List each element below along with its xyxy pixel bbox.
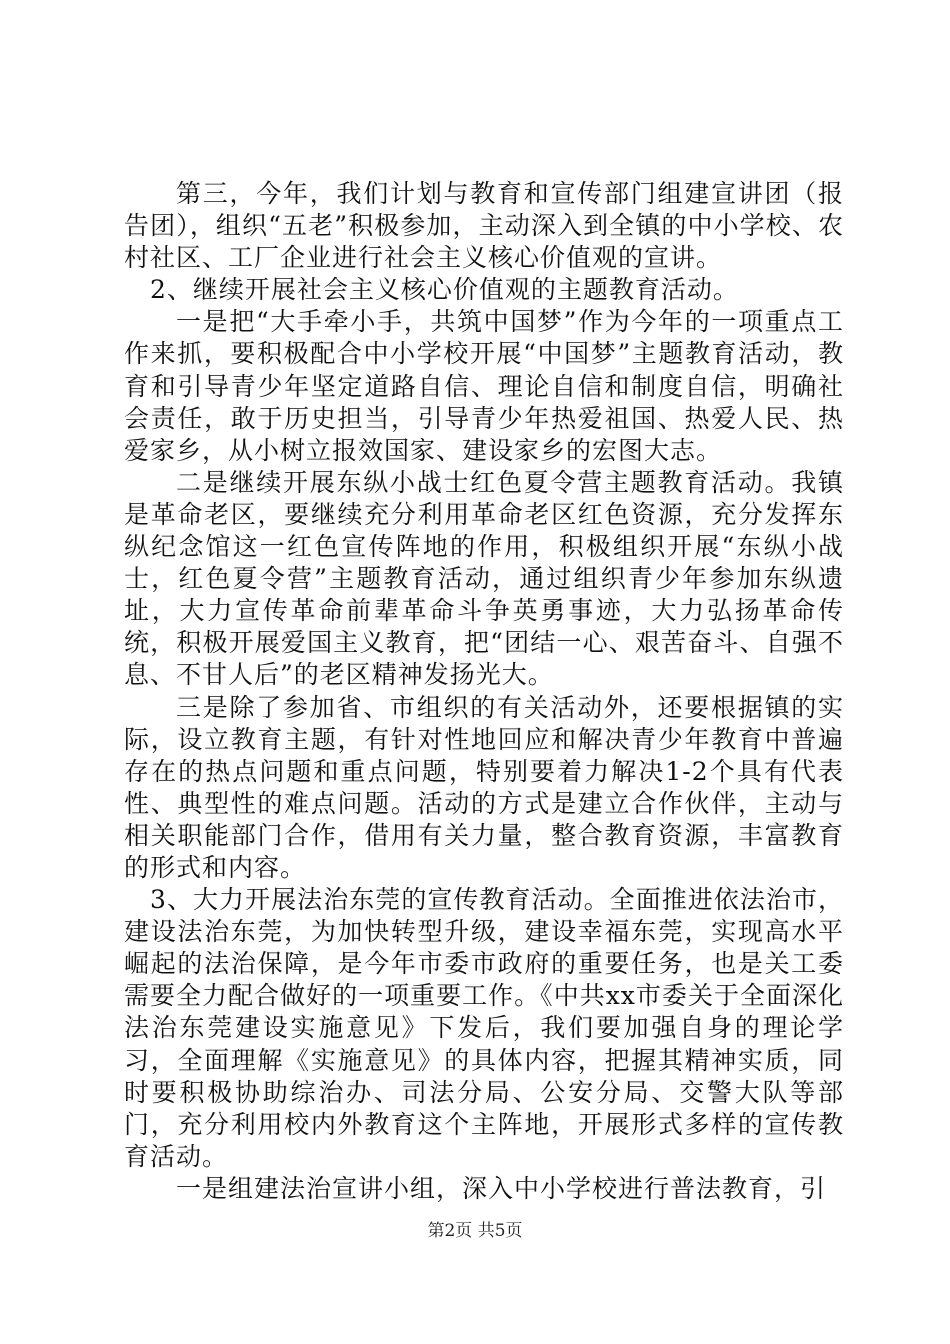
paragraph-item-one: 一是把“大手牵小手，共筑中国梦”作为今年的一项重点工作来抓，要积极配合中小学校开展“中国梦”主题教育活动，教育和引导青少年坚定道路自信、理论自信和制度自信，明确社会责任，敢于历史担当，引导青少年热爱祖国、热爱人民、热爱家乡，从小树立报效国家、建设家乡的宏图大志。 [124,307,844,465]
paragraph-item-two: 二是继续开展东纵小战士红色夏令营主题教育活动。我镇是革命老区，要继续充分利用革命老区红色资源，充分发挥东纵纪念馆这一红色宣传阵地的作用，积极组织开展“东纵小战士，红色夏令营”主题教育活动，通过组织青少年参加东纵遗址，大力宣传革命前辈革命斗争英勇事迹，大力弘扬革命传统，积极开展爱国主义教育，把“团结一心、艰苦奋斗、自强不息、不甘人后”的老区精神发扬光大。 [124,467,844,690]
page-number-footer: 第2页 共5页 [427,1221,523,1241]
section-heading-3: 3、大力开展法治东莞的宣传教育活动。全面推进依法治市，建设法治东莞，为加快转型升级，建设幸福东莞，实现高水平崛起的法治保障，是今年市委市政府的重要任务，也是关工委需要全力配合做好的一项重要工作。《中共xx市委关于全面深化法治东莞建设实施意见》下发后，我们要加强自身的理论学习，全面理解《实施意见》的具体内容，把握其精神实质，同时要积极协助综治办、司法分局、公安分局、交警大队等部门，充分利用校内外教育这个主阵地，开展形式多样的宣传教育活动。 [124,885,844,1171]
document-body [124,178,844,1205]
paragraph-third-plan: 第三，今年，我们计划与教育和宣传部门组建宣讲团（报告团），组织“五老”积极参加，主动深入到全镇的中小学校、农村社区、工厂企业进行社会主义核心价值观的宣讲。 [124,179,844,273]
section-heading-2: 2、继续开展社会主义核心价值观的主题教育活动。 [150,275,739,305]
paragraph-item-three: 三是除了参加省、市组织的有关活动外，还要根据镇的实际，设立教育主题，有针对性地回应和解决青少年教育中普遍存在的热点问题和重点问题，特别要着力解决1-2个具有代表性、典型性的难点问题。活动的方式是建立合作伙伴，主动与相关职能部门合作，借用有关力量，整合教育资源，丰富教育的形式和内容。 [124,692,844,882]
paragraph-law-item-one: 一是组建法治宣讲小组，深入中小学校进行普法教育，引 [176,1173,827,1203]
